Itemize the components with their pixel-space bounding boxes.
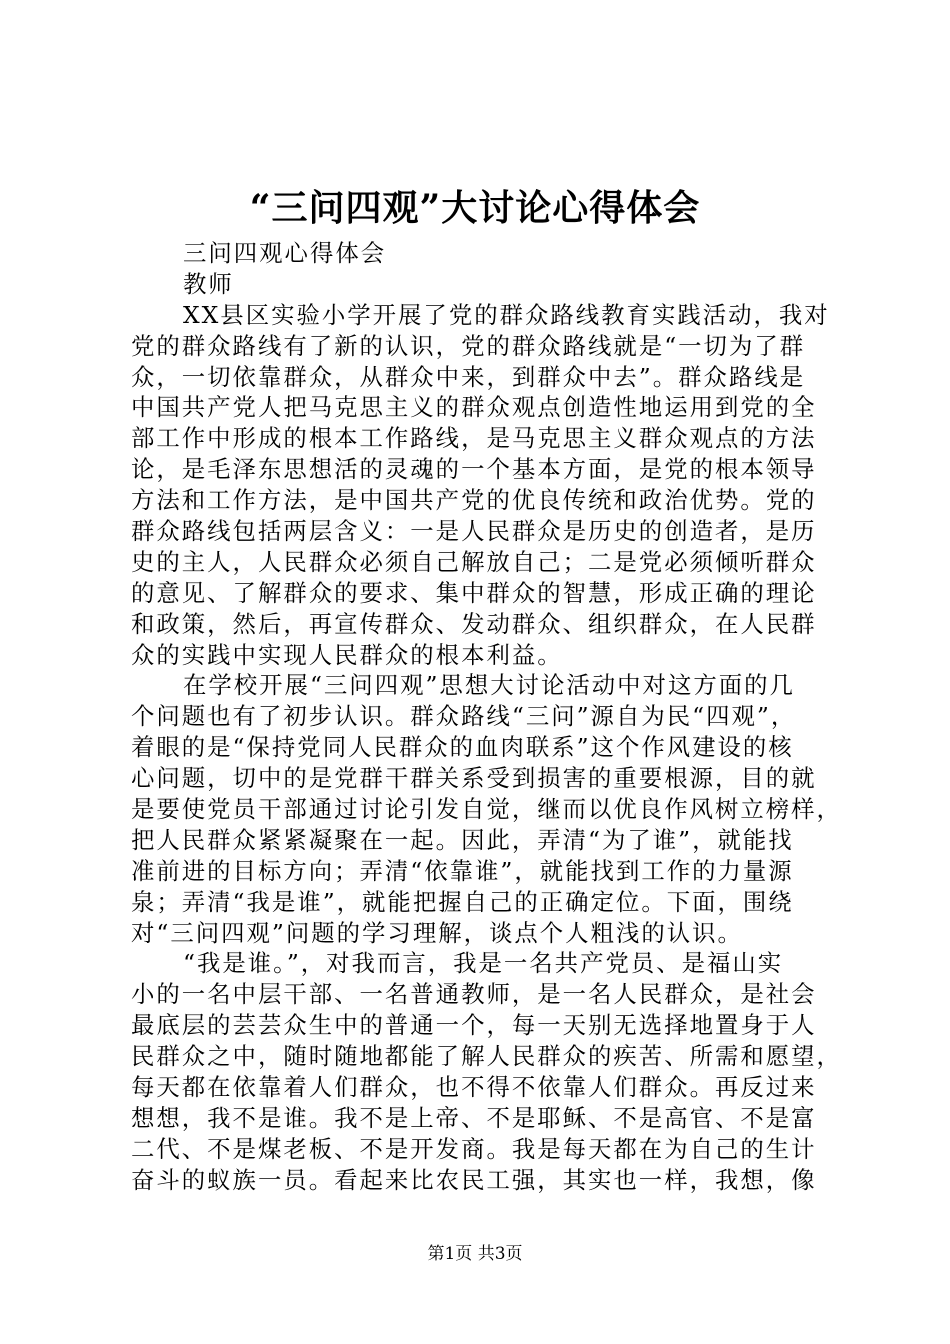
paragraph-line: 众的实践中实现人民群众的根本利益。 (131, 640, 563, 669)
paragraph-line: 是要使党员干部通过讨论引发自觉，继而以优良作风树立榜样， (131, 795, 842, 824)
paragraph-line: 奋斗的蚁族一员。看起来比农民工强，其实也一样，我想，像 (131, 1165, 817, 1194)
paragraph-line: 最底层的芸芸众生中的普通一个，每一天别无选择地置身于人 (131, 1011, 817, 1040)
subtitle-line: 三问四观心得体会 (183, 239, 387, 267)
paragraph-line: 泉；弄清“我是谁”，就能把握自己的正确定位。下面，围绕 (131, 887, 794, 916)
page-footer: 第1页 共3页 (427, 1244, 523, 1264)
paragraph-line: XX县区实验小学开展了党的群众路线教育实践活动，我对 (183, 300, 830, 329)
paragraph-line: 群众路线包括两层含义：一是人民群众是历史的创造者，是历 (131, 517, 817, 546)
paragraph-line: 党的群众路线有了新的认识，党的群众路线就是“一切为了群 (131, 331, 806, 360)
paragraph-line: 众，一切依靠群众，从群众中来，到群众中去”。群众路线是 (131, 362, 806, 391)
paragraph-line: 着眼的是“保持党同人民群众的血肉联系”这个作风建设的核 (131, 733, 794, 762)
paragraph-line: 想想，我不是谁。我不是上帝、不是耶稣、不是高官、不是富 (131, 1103, 817, 1132)
paragraph-line: “我是谁。”，对我而言，我是一名共产党员、是福山实 (183, 949, 784, 978)
paragraph-line: 对“三问四观”问题的学习理解，谈点个人粗浅的认识。 (131, 918, 743, 947)
paragraph-line: 每天都在依靠着人们群众，也不得不依靠人们群众。再反过来 (131, 1073, 817, 1102)
paragraph-line: 民群众之中，随时随地都能了解人民群众的疾苦、所需和愿望， (131, 1042, 842, 1071)
paragraph-line: 个问题也有了初步认识。群众路线“三问”源自为民“四观”， (131, 702, 797, 731)
paragraph-line: 准前进的目标方向；弄清“依靠谁”，就能找到工作的力量源 (131, 856, 794, 885)
paragraph-line: 史的主人，人民群众必须自己解放自己；二是党必须倾听群众 (131, 547, 817, 576)
paragraph-line: 方法和工作方法，是中国共产党的优良传统和政治优势。党的 (131, 486, 817, 515)
paragraph-line: 把人民群众紧紧凝聚在一起。因此，弄清“为了谁”，就能找 (131, 825, 794, 854)
document-body (131, 238, 842, 1196)
paragraph-line: 小的一名中层干部、一名普通教师，是一名人民群众，是社会 (131, 980, 817, 1009)
paragraph-line: 心问题，切中的是党群干群关系受到损害的重要根源，目的就 (131, 764, 817, 793)
paragraph-line: 在学校开展“三问四观”思想大讨论活动中对这方面的几 (183, 671, 795, 700)
paragraph-line: 部工作中形成的根本工作路线，是马克思主义群众观点的方法 (131, 424, 817, 453)
paragraph-line: 二代、不是煤老板、不是开发商。我是每天都在为自己的生计 (131, 1134, 817, 1163)
paragraph-line: 中国共产党人把马克思主义的群众观点创造性地运用到党的全 (131, 393, 817, 422)
paragraph-line: 论，是毛泽东思想活的灵魂的一个基本方面，是党的根本领导 (131, 455, 817, 484)
paragraph-line: 和政策，然后，再宣传群众、发动群众、组织群众，在人民群 (131, 609, 817, 638)
author-line: 教师 (183, 269, 234, 298)
paragraph-line: 的意见、了解群众的要求、集中群众的智慧，形成正确的理论 (131, 578, 817, 607)
document-title: “三问四观”大讨论心得体会 (249, 187, 701, 229)
